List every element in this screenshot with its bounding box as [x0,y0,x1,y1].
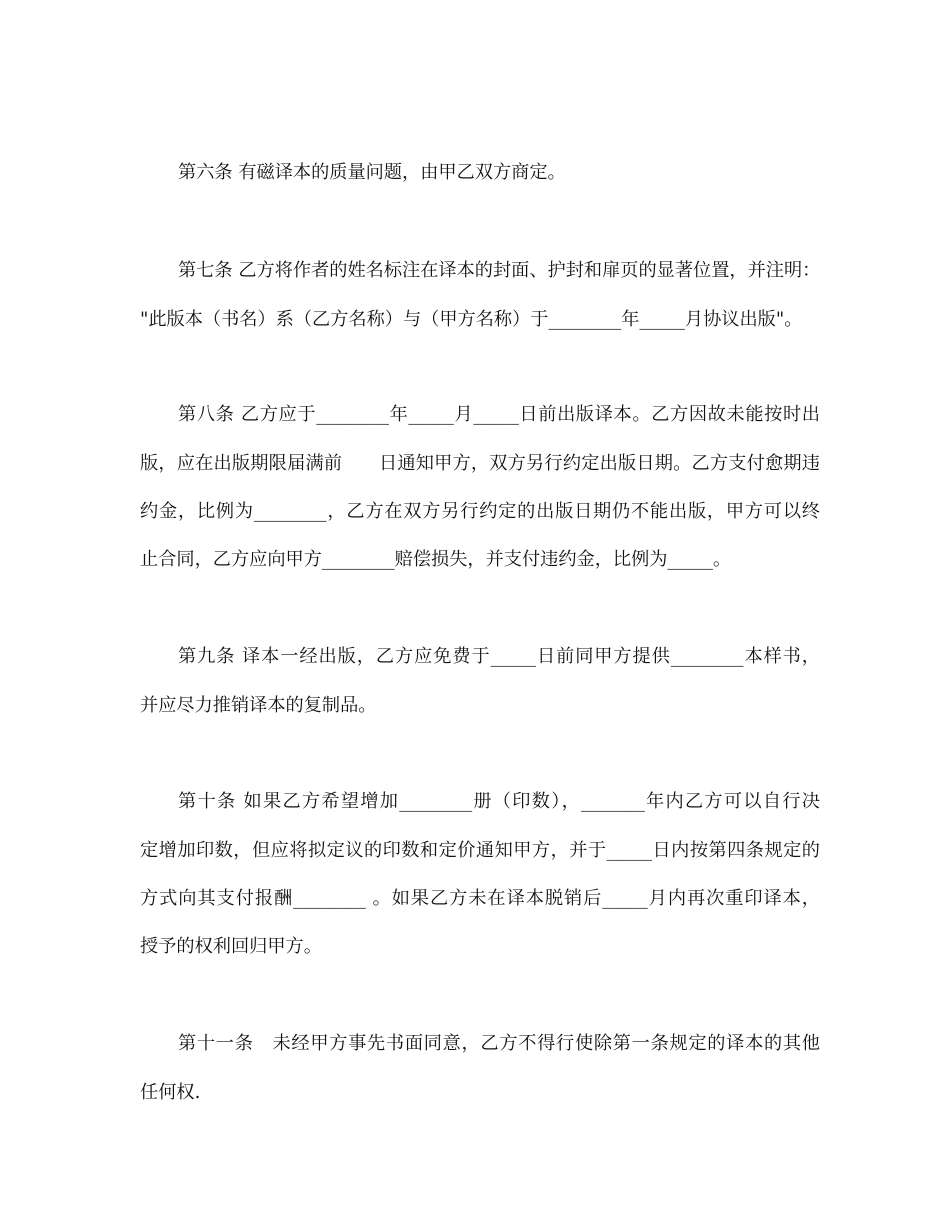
article-11-line-1: 第十一条 未经甲方事先书面同意，乙方不得行使除第一条规定的译本的其他 [178,1033,820,1054]
article-10-line-4: 授予的权利回归甲方。 [140,936,322,957]
article-8-line-2: 版，应在出版期限届满前 日通知甲方，双方另行约定出版日期。乙方支付愈期违 [140,453,820,474]
article-9-line-1: 第九条 译本一经出版，乙方应免费于_____日前同甲方提供________本样书， [178,646,820,667]
article-6-line-1: 第六条 有磁译本的质量问题，由甲乙双方商定。 [178,162,566,183]
article-10-line-2: 定增加印数，但应将拟定议的印数和定价通知甲方，并于_____日内按第四条规定的 [140,840,820,861]
article-8-line-1: 第八条 乙方应于________年_____月_____日前出版译本。乙方因故未能按时出 [178,404,820,425]
article-8-line-4: 止合同，乙方应向甲方________赔偿损失，并支付违约金，比例为_____。 [140,549,732,570]
article-9-line-2: 并应尽力推销译本的复制品。 [140,695,377,716]
article-8-line-3: 约金，比例为________，乙方在双方另行约定的出版日期仍不能出版，甲方可以终 [140,501,820,522]
article-7-line-2: "此版本（书名）系（乙方名称）与（甲方名称）于________年_____月协议出版"。 [140,309,803,330]
article-11-line-2: 任何权. [140,1082,201,1103]
article-7-line-1: 第七条 乙方将作者的姓名标注在译本的封面、护封和扉页的显著位置，并注明： [178,260,821,281]
article-10-line-3: 方式向其支付报酬________ 。如果乙方未在译本脱销后_____月内再次重印译本， [140,888,820,909]
article-10-line-1: 第十条 如果乙方希望增加________册（印数），_______年内乙方可以自行决 [178,791,820,812]
